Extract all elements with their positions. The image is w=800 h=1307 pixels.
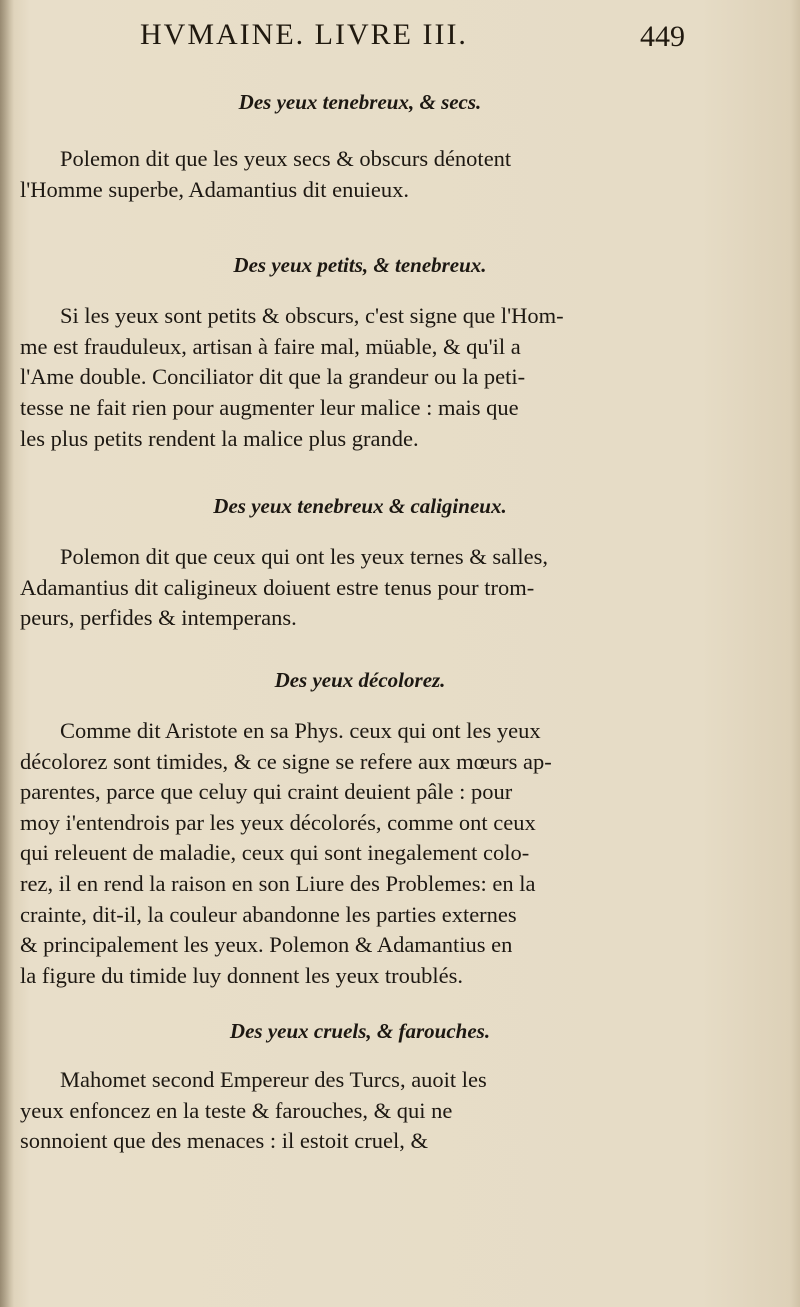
text-line: Mahomet second Empereur des Turcs, auoit les xyxy=(60,1067,487,1093)
text-line: rez, il en rend la raison en son Liure des Problemes: en la xyxy=(20,870,536,896)
text-line: yeux enfoncez en la teste & farouches, & qui ne xyxy=(20,1097,453,1123)
section-heading: Des yeux décolorez. xyxy=(274,667,446,692)
section-paragraph xyxy=(20,1065,700,1157)
text-line: sonnoient que des menaces : il estoit cruel, & xyxy=(20,1128,429,1154)
text-line: tesse ne fait rien pour augmenter leur malice : mais que xyxy=(20,394,519,420)
section-paragraph xyxy=(20,542,700,634)
text-line: moy i'entendrois par les yeux décolorés, comme ont ceux xyxy=(20,809,536,835)
text-line: les plus petits rendent la malice plus grande. xyxy=(20,425,419,451)
text-line: décolorez sont timides, & ce signe se refere aux mœurs ap- xyxy=(20,748,552,774)
text-line: Adamantius dit caligineux doiuent estre tenus pour trom- xyxy=(20,574,535,600)
text-line: Si les yeux sont petits & obscurs, c'est signe que l'Hom- xyxy=(60,303,564,329)
page-body xyxy=(20,80,700,1157)
page-number: 449 xyxy=(640,20,685,53)
text-line: crainte, dit-il, la couleur abandonne les parties externes xyxy=(20,901,517,927)
section-heading: Des yeux cruels, & farouches. xyxy=(229,1019,491,1044)
text-line: Comme dit Aristote en sa Phys. ceux qui ont les yeux xyxy=(60,717,541,743)
binding-shadow xyxy=(0,0,14,1307)
text-line: l'Homme superbe, Adamantius dit enuieux. xyxy=(20,176,409,202)
section-paragraph xyxy=(20,144,700,205)
text-line: qui releuent de maladie, ceux qui sont inegalement colo- xyxy=(20,840,530,866)
text-line: la figure du timide luy donnent les yeux troublés. xyxy=(20,962,464,988)
text-line: Polemon dit que les yeux secs & obscurs dénotent xyxy=(60,146,512,171)
running-title: HVMAINE. LIVRE III. xyxy=(140,18,468,51)
section-paragraph xyxy=(20,301,700,454)
section-heading: Des yeux tenebreux, & secs. xyxy=(238,90,482,114)
section-paragraph xyxy=(20,716,700,991)
text-line: l'Ame double. Conciliator dit que la grandeur ou la peti- xyxy=(20,364,526,390)
text-line: peurs, perfides & intemperans. xyxy=(20,605,297,631)
text-line: Polemon dit que ceux qui ont les yeux ternes & salles, xyxy=(60,544,549,570)
section-heading: Des yeux tenebreux & caligineux. xyxy=(213,494,507,519)
text-line: & principalement les yeux. Polemon & Adamantius en xyxy=(20,932,513,958)
text-line: parentes, parce que celuy qui craint deuient pâle : pour xyxy=(20,779,513,805)
text-line: me est frauduleux, artisan à faire mal, müable, & qu'il a xyxy=(20,333,521,359)
section-heading: Des yeux petits, & tenebreux. xyxy=(233,253,487,278)
